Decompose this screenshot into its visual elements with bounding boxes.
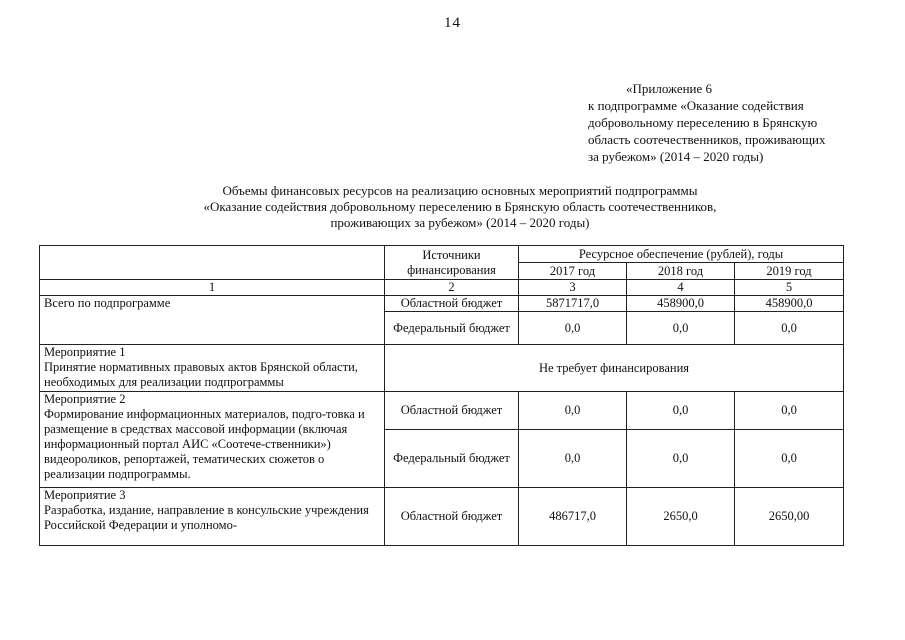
appendix-line: за рубежом» (2014 – 2020 годы) <box>588 149 764 164</box>
source-cell: Федеральный бюджет <box>385 430 519 488</box>
appendix-reference <box>588 80 888 165</box>
value-cell: 0,0 <box>519 430 627 488</box>
table-header-row <box>40 246 844 263</box>
table-index-row <box>40 280 844 296</box>
table-row <box>40 296 844 312</box>
appendix-line: к подпрограмме «Оказание содействия <box>588 98 804 113</box>
value-cell: 0,0 <box>627 312 735 345</box>
heading-line: проживающих за рубежом» (2014 – 2020 годы) <box>330 215 590 230</box>
header-empty-cell <box>40 246 385 280</box>
measure-title: Мероприятие 3 <box>44 488 126 502</box>
table-row <box>40 392 844 430</box>
appendix-title: «Приложение 6 <box>626 81 713 96</box>
value-cell: 0,0 <box>735 312 844 345</box>
measure-description: Принятие нормативных правовых актов Брянской области, необходимых для реализации подпрограммы <box>44 360 358 389</box>
header-year-2017: 2017 год <box>519 263 627 280</box>
source-cell: Областной бюджет <box>385 392 519 430</box>
value-cell: 0,0 <box>519 312 627 345</box>
measure-description: Разработка, издание, направление в консульские учреждения Российской Федерации и уполномо- <box>44 503 369 532</box>
measure-3-cell <box>40 488 385 546</box>
value-cell: 0,0 <box>735 430 844 488</box>
value-cell: 486717,0 <box>519 488 627 546</box>
measure-2-cell <box>40 392 385 488</box>
value-cell: 0,0 <box>627 430 735 488</box>
value-cell: 2650,0 <box>627 488 735 546</box>
value-cell: 5871717,0 <box>519 296 627 312</box>
header-sources: Источники финансирования <box>385 246 519 280</box>
measure-title: Мероприятие 1 <box>44 345 126 359</box>
page-number: 14 <box>444 15 461 31</box>
measure-1-note: Не требует финансирования <box>385 345 844 392</box>
value-cell: 0,0 <box>735 392 844 430</box>
measure-1-cell <box>40 345 385 392</box>
index-cell: 2 <box>385 280 519 296</box>
table-row <box>40 345 844 392</box>
document-heading <box>100 183 820 231</box>
value-cell: 0,0 <box>627 392 735 430</box>
total-label: Всего по подпрограмме <box>40 296 385 345</box>
source-cell: Областной бюджет <box>385 296 519 312</box>
appendix-line: область соотечественников, проживающих <box>588 132 826 147</box>
value-cell: 0,0 <box>519 392 627 430</box>
measure-description: Формирование информационных материалов, подго-товка и размещение в средствах массовой информации (включая информационный портал АИС «Соотече-ственники») видеороликов, репортажей, тематических сюжетов о реализации подпрограммы. <box>44 407 365 481</box>
source-cell: Федеральный бюджет <box>385 312 519 345</box>
heading-line: «Оказание содействия добровольному переселению в Брянскую область соотечественников, <box>203 199 717 214</box>
source-cell: Областной бюджет <box>385 488 519 546</box>
table-row <box>40 488 844 546</box>
header-resources: Ресурсное обеспечение (рублей), годы <box>519 246 844 263</box>
index-cell: 4 <box>627 280 735 296</box>
appendix-line: добровольному переселению в Брянскую <box>588 115 818 130</box>
header-year-2019: 2019 год <box>735 263 844 280</box>
budget-table <box>39 245 844 546</box>
value-cell: 458900,0 <box>627 296 735 312</box>
value-cell: 2650,00 <box>735 488 844 546</box>
heading-line: Объемы финансовых ресурсов на реализацию основных мероприятий подпрограммы <box>222 183 698 198</box>
index-cell: 1 <box>40 280 385 296</box>
index-cell: 3 <box>519 280 627 296</box>
measure-title: Мероприятие 2 <box>44 392 126 406</box>
index-cell: 5 <box>735 280 844 296</box>
header-year-2018: 2018 год <box>627 263 735 280</box>
value-cell: 458900,0 <box>735 296 844 312</box>
